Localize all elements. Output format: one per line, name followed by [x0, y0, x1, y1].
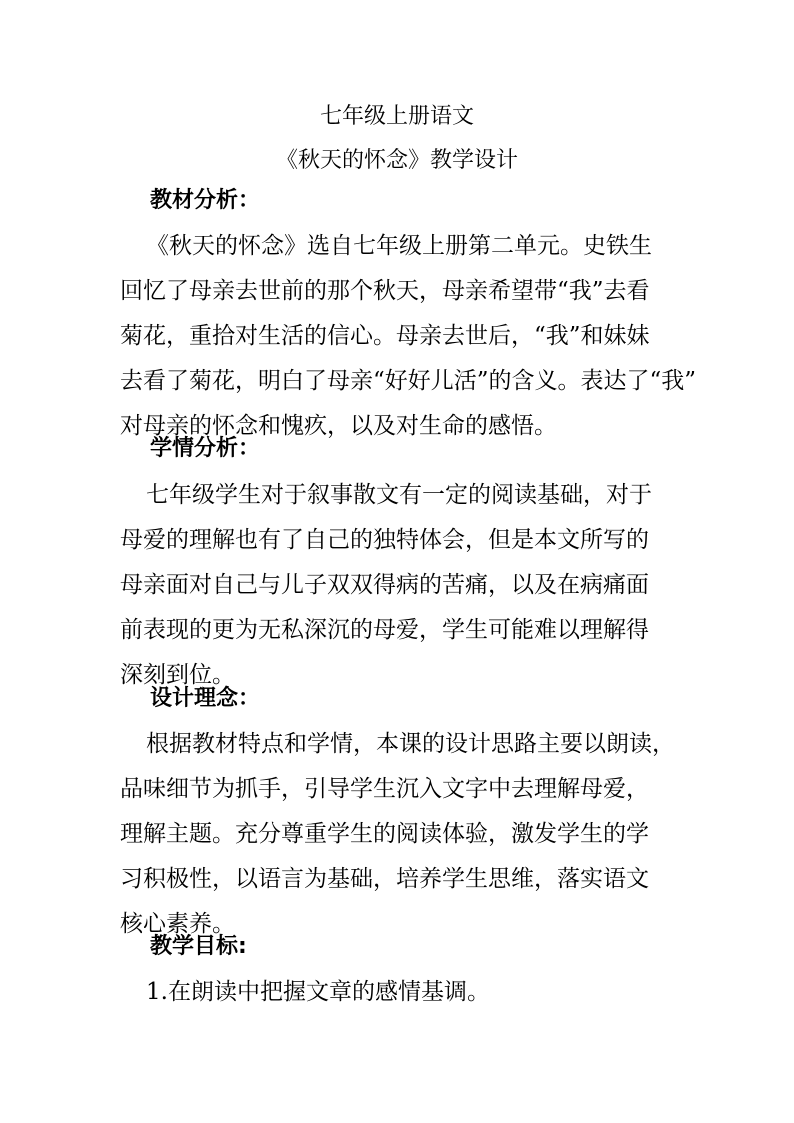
paragraph-line: 七年级学生对于叙事散文有一定的阅读基础，对于: [146, 482, 652, 508]
paragraph-line: 深刻到位。: [120, 662, 235, 688]
document-title-lesson: 《秋天的怀念》教学设计: [275, 148, 518, 173]
section-heading-student-analysis: 学情分析：: [150, 436, 261, 461]
section-body-student-analysis: [120, 473, 680, 698]
paragraph-line: 理解主题。充分尊重学生的阅读体验，激发学生的学: [120, 821, 649, 847]
paragraph-line: 对母亲的怀念和愧疚，以及对生命的感悟。: [120, 413, 557, 439]
document-title-grade: 七年级上册语文: [319, 104, 474, 129]
section-heading-textbook-analysis: 教材分析：: [150, 188, 261, 213]
paragraph-line: 母亲面对自己与儿子双双得病的苦痛，以及在病痛面: [120, 572, 649, 598]
paragraph-line: 回忆了母亲去世前的那个秋天，母亲希望带“我”去看: [120, 278, 650, 304]
section-heading-design-concept: 设计理念：: [150, 686, 261, 711]
paragraph-line: 《秋天的怀念》选自七年级上册第二单元。史铁生: [146, 233, 652, 259]
paragraph-line: 去看了菊花，明白了母亲“好好儿活”的含义。表达了“我”: [120, 368, 697, 394]
paragraph-line: 核心素养。: [120, 911, 235, 937]
paragraph-line: 根据教材特点和学情，本课的设计思路主要以朗读，: [146, 731, 675, 757]
paragraph-line: 菊花，重拾对生活的信心。母亲去世后，“我”和妹妹: [120, 323, 650, 349]
paragraph-line: 1.在朗读中把握文章的感情基调。: [146, 979, 490, 1005]
section-body-textbook-analysis: [120, 224, 697, 449]
paragraph-line: 品味细节为抓手，引导学生沉入文字中去理解母爱，: [120, 776, 649, 802]
section-heading-teaching-goals: 教学目标:: [150, 934, 247, 959]
section-body-design-concept: [120, 722, 680, 947]
section-body-teaching-goals: [120, 970, 680, 1015]
paragraph-line: 母爱的理解也有了自己的独特体会，但是本文所写的: [120, 527, 649, 553]
paragraph-line: 前表现的更为无私深沉的母爱，学生可能难以理解得: [120, 617, 649, 643]
paragraph-line: 习积极性，以语言为基础，培养学生思维，落实语文: [120, 866, 649, 892]
